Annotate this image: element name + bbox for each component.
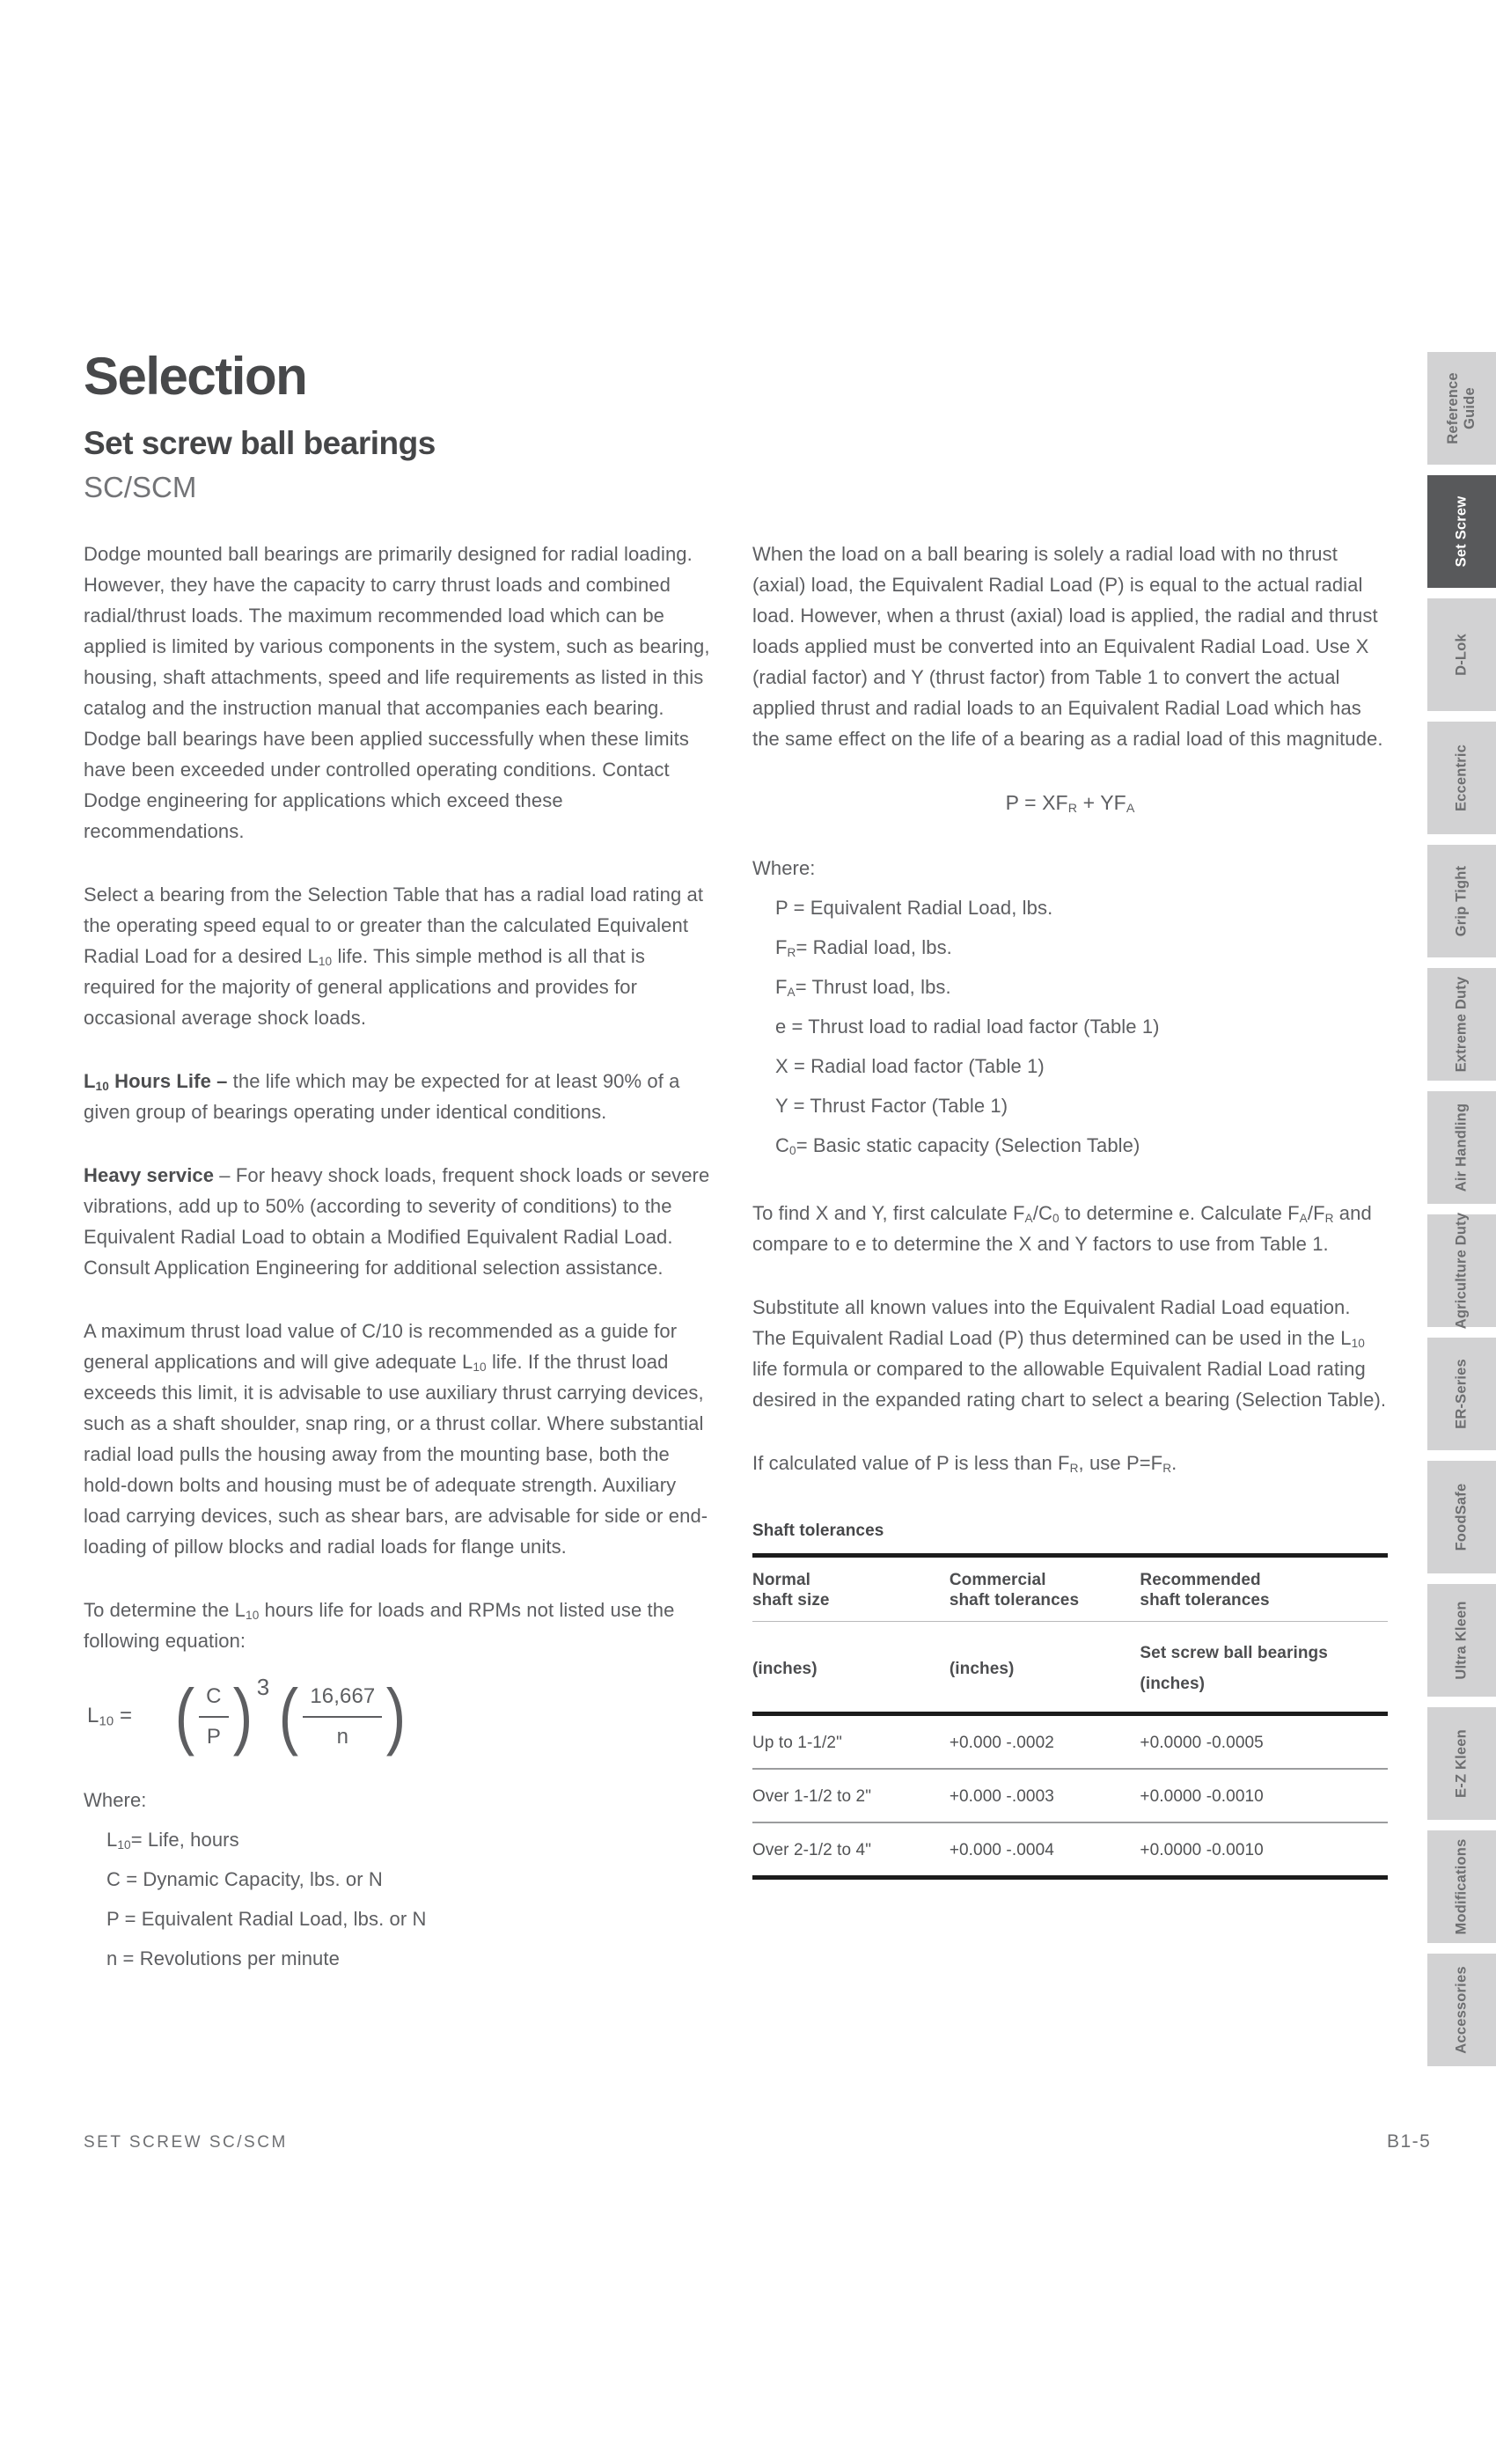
fraction-c-over-p [199,1679,228,1752]
where-label: Where: [84,1789,147,1811]
table-cell: +0.0000 -0.0005 [1140,1714,1388,1770]
where-item: $C_0=$ Basic static capacity (Selection Table) [775,1134,1140,1157]
paragraph: A maximum thrust load value of C/10 is recommended as a guide for general applications and will give adequate $L_{10}$ life. If the thrust load exceeds this limit, it is advisable to use auxiliary thrust carrying devices, such as a shaft shoulder, snap ring, or a thrust collar. Where substantial radial load pulls the housing away from the mounting base, both the hold-down bolts and housing must be of adequate strength. Auxiliary load carrying devices, such as shear bars, are advisable for side or end-loading of pillow blocks and radial loads for flange units. [84,1320,708,1558]
where-item: $L_{10}=$ Life, hours [106,1829,239,1852]
open-paren: ( [174,1673,195,1756]
shaft-tolerances-block [752,1515,1388,1880]
page-header [84,348,436,504]
table-row [752,1769,1388,1822]
paragraph: To find X and Y, first calculate $F_A/C_0$ to determine e. Calculate $F_A/F_R$ and compare to e to determine the X and Y factors to use from Table 1. [752,1202,1372,1255]
table-row [752,1822,1388,1878]
where-label: Where: [752,857,816,879]
tab-label: Eccentric [1453,744,1470,812]
tab-label: Ultra Kleen [1453,1601,1470,1680]
formula-lhs: $L_{10}$ = [87,1704,133,1729]
subheader-set-screw: Set screw ball bearings (inches) [1140,1622,1388,1714]
table-cell: Over 1-1/2 to 2" [752,1769,950,1822]
where-item: X = Radial load factor (Table 1) [775,1055,1045,1077]
tab-label: Reference Guide [1445,372,1478,444]
table-cell: Over 2-1/2 to 4" [752,1841,872,1859]
tab-label: Agriculture Duty [1453,1212,1470,1330]
table-subheader-row [752,1622,1388,1714]
fraction-denominator: P [206,1725,221,1749]
sidebar-tab-grip-tight[interactable] [1427,845,1496,957]
sidebar-tab-d-lok[interactable] [1427,598,1496,711]
shaft-tolerances-title: Shaft tolerances [752,1522,884,1540]
page-subtitle: Set screw ball bearings [84,425,436,461]
paragraph: To determine the $L_{10}$ hours life for loads and RPMs not listed use the following equation: [84,1599,675,1652]
tab-label: Grip Tight [1453,865,1470,937]
table-cell: +0.000 -.0003 [950,1769,1140,1822]
equivalent-radial-load-formula: $P = XF_R + YF_A$ [1005,791,1135,817]
sidebar-tab-er-series[interactable] [1427,1338,1496,1450]
tab-label: Extreme Duty [1453,976,1470,1073]
model-code: SC/SCM [84,471,197,503]
page-number: B1-5 [1387,2131,1432,2152]
table-header-row [752,1556,1388,1622]
sidebar-tab-accessories[interactable] [1427,1954,1496,2066]
where-list [84,1820,715,1978]
col-header-normal-shaft-size: Normal shaft size [752,1556,950,1622]
paragraph: Dodge mounted ball bearings are primarily designed for radial loading. However, they have the capacity to carry thrust loads and combined radial/thrust loads. The maximum recommended load which can be applied is limited by various components in the system, such as bearing, housing, shaft attachments, speed and life requirements as listed in this catalog and the instruction manual that accompanies each bearing. Dodge ball bearings have been applied successfully when these limits have been exceeded under controlled operating conditions. Contact Dodge engineering for applications which exceed these recommendations. [84,543,710,842]
left-column [84,539,715,2011]
paragraph: Substitute all known values into the Equivalent Radial Load equation. The Equivalent Radial Load (P) thus determined can be used in the $L_{10}$ life formula or compared to the allowable Equivalent Radial Load rating desired in the expanded rating chart to select a bearing (Selection Table). [752,1296,1387,1411]
col-header-recommended-tolerances: Recommended shaft tolerances [1140,1556,1388,1622]
where-list [752,888,1388,1165]
section-tab-sidebar [1427,352,1496,2077]
open-paren: ( [279,1673,299,1756]
tab-label: Air Handling [1453,1103,1470,1192]
where-item: Y = Thrust Factor (Table 1) [775,1095,1008,1117]
fraction-denominator: n [336,1725,349,1749]
tab-label: Modifications [1453,1838,1470,1935]
page-title: Selection [84,347,307,406]
paragraph: Select a bearing from the Selection Table that has a radial load rating at the operating speed equal to or greater than the calculated Equivalent Radial Load for a desired $L_{10}$ life. This simple method is all that is required for the majority of general applications and provides for occasional average shock loads. [84,884,704,1029]
sidebar-tab-air-handling[interactable] [1427,1091,1496,1204]
sidebar-tab-modifications[interactable] [1427,1830,1496,1943]
table-cell: +0.0000 -0.0010 [1140,1841,1264,1859]
fraction-16667-over-n [303,1679,382,1752]
sidebar-tab-eccentric[interactable] [1427,722,1496,834]
sidebar-tab-foodsafe[interactable] [1427,1461,1496,1573]
tab-label: Set Screw [1453,495,1470,568]
tab-label: Accessories [1453,1966,1470,2054]
table-cell: +0.000 -.0004 [949,1841,1054,1859]
sidebar-tab-e-z-kleen[interactable] [1427,1707,1496,1820]
tab-label: D-Lok [1453,634,1470,676]
exponent: 3 [256,1674,270,1700]
l10-life-formula [87,1673,715,1756]
where-item: C = Dynamic Capacity, lbs. or N [106,1868,383,1890]
sidebar-tab-agriculture-duty[interactable] [1427,1212,1496,1330]
footer-section-label: SET SCREW SC/SCM [84,2133,288,2152]
tab-label: ER-Series [1453,1359,1470,1429]
sidebar-tab-ultra-kleen[interactable] [1427,1584,1496,1697]
table-cell: Up to 1-1/2" [752,1714,950,1770]
sidebar-tab-extreme-duty[interactable] [1427,968,1496,1081]
paragraph: When the load on a ball bearing is solely a radial load with no thrust (axial) load, the Equivalent Radial Load (P) is equal to the actual radial load. However, when a thrust (axial) load is applied, the radial and thrust loads applied must be converted into an Equivalent Radial Load. Use X (radial factor) and Y (thrust factor) from Table 1 to convert the actual applied thrust and radial loads to an Equivalent Radial Load which has the same effect on the life of a bearing as a radial load of this magnitude. [752,543,1383,750]
shaft-tolerances-table [752,1553,1388,1880]
paragraph: $L_{10}$ Hours Life – the life which may be expected for at least 90% of a given group of bearings operating under identical conditions. [84,1070,680,1123]
where-item: P = Equivalent Radial Load, lbs. or N [106,1908,427,1930]
where-item: n = Revolutions per minute [106,1947,340,1969]
where-item: $F_R=$ Radial load, lbs. [775,936,952,959]
subheader-units: (inches) [752,1622,950,1714]
paragraph: If calculated value of P is less than $F_R$, use $P=F_R$. [752,1452,1177,1475]
close-paren: ) [232,1673,253,1756]
sidebar-tab-reference-guide[interactable] [1427,352,1496,465]
sidebar-tab-set-screw[interactable] [1427,475,1496,588]
fraction-numerator: 16,667 [303,1679,382,1718]
right-column [752,539,1388,1880]
subheader-units: (inches) [950,1622,1140,1714]
paragraph: Heavy service – For heavy shock loads, frequent shock loads or severe vibrations, add up to 50% (according to severity of conditions) to the Equivalent Radial Load to obtain a Modified Equivalent Radial Load. Consult Application Engineering for additional selection assistance. [84,1164,710,1279]
table-row [752,1714,1388,1770]
table-cell: +0.000 -.0002 [950,1714,1140,1770]
tab-label: E-Z Kleen [1453,1729,1470,1798]
tab-label: FoodSafe [1453,1483,1470,1551]
where-item: e = Thrust load to radial load factor (Table 1) [775,1016,1160,1038]
fraction-numerator: C [199,1679,228,1718]
where-item: P = Equivalent Radial Load, lbs. [775,897,1053,919]
close-paren: ) [386,1673,407,1756]
where-item: $F_A=$ Thrust load, lbs. [775,976,951,999]
col-header-commercial-tolerances: Commercial shaft tolerances [950,1556,1140,1622]
table-cell: +0.0000 -0.0010 [1140,1769,1388,1822]
